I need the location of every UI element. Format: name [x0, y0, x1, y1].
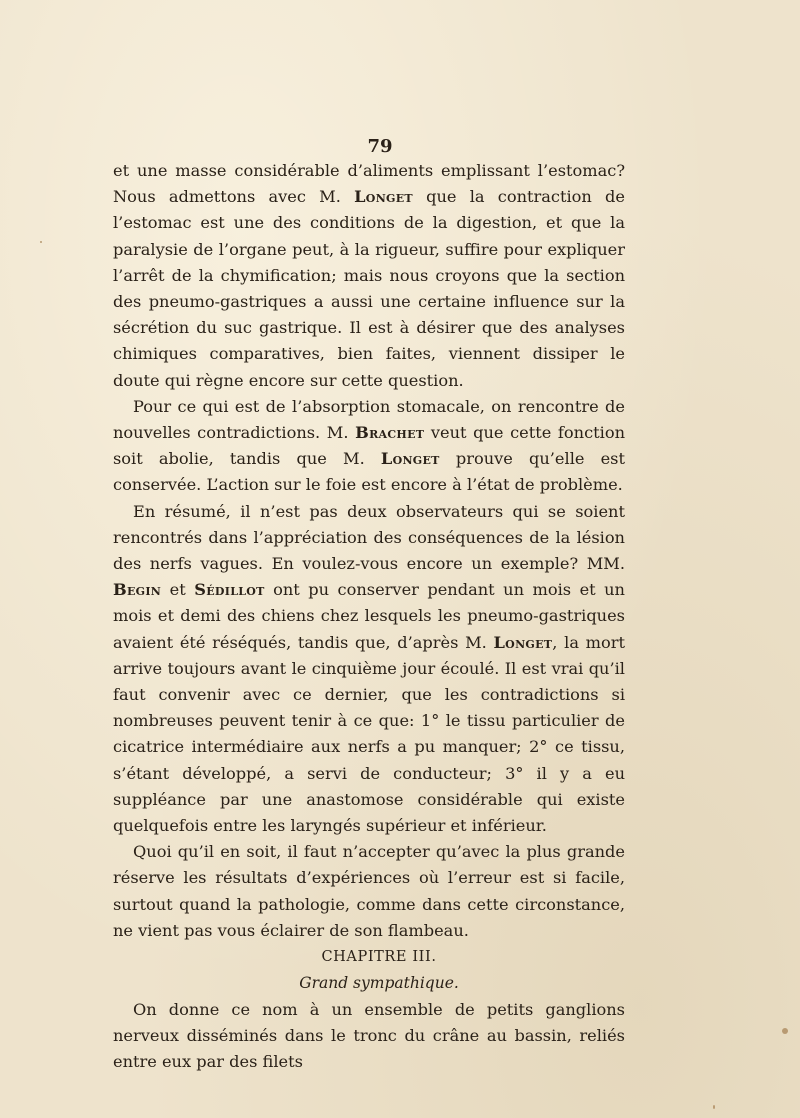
author-name: Brachet [355, 423, 425, 443]
author-name: Longet [354, 187, 413, 207]
page-number: 79 [367, 136, 393, 157]
text-run: ont pu conserver pendant un mois et un mois et demi des chiens chez lesquels les pneumo-gastriques avaient été réséqués, tandis que, d’après M. [113, 580, 625, 652]
paper-speck [40, 241, 42, 243]
text-run: et [161, 580, 195, 600]
paper-speck [782, 1028, 788, 1034]
paper-speck [713, 1105, 715, 1109]
author-name: Longet [380, 449, 440, 469]
paragraph-1 [113, 158, 625, 394]
body-text [113, 158, 625, 1075]
text-run: et une masse considérable d’aliments emplissant l’estomac? Nous admettons avec M. [113, 161, 625, 207]
paragraph-2 [113, 394, 625, 499]
author-name: Begin [113, 580, 162, 600]
text-run: que la contraction de l’estomac est une des conditions de la digestion, et que la paralysie de l’organe peut, à la rigueur, suffire pour expliquer l’arrêt de la chymification; mais nous croyons que la section des pneumo-gastriques a aussi une certaine influence sur la sécrétion du suc gastrique. Il est à désirer que des analyses chimiques comparatives, bien faites, viennent dissiper le doute qui règne encore sur cette question. [113, 187, 625, 390]
author-name: Sédillot [194, 580, 265, 600]
chapter-title: CHAPITRE III. [321, 949, 437, 966]
text-run: , la mort arrive toujours avant le cinquième jour écoulé. Il est vrai qu’il faut convenir avec ce dernier, que les contradictions si nombreuses peuvent tenir à ce que: 1° le tissu particulier de cicatrice intermédiaire aux nerfs a pu manquer; 2° ce tissu, s’étant développé, a servi de conducteur; 3° il y a eu suppléance par une anastomose considérable qui existe quelquefois entre les laryngés supérieur et inférieur. [113, 632, 625, 836]
text-run: Pour ce qui est de l’absorption stomacale, on rencontre de nouvelles contradictions. M. [113, 396, 625, 443]
text-run: En résumé, il n’est pas deux observateurs qui se soient rencontrés dans l’appréciation des conséquences de la lésion des nerfs vagues. En voulez-vous encore un exemple? MM. [113, 501, 625, 574]
text-run: veut que cette fonction soit abolie, tandis que M. [113, 423, 626, 469]
text-run: prouve qu’elle est conservée. L’action sur le foie est encore à l’état de problème. [113, 449, 625, 495]
paragraph-4: Quoi qu’il en soit, il faut n’accepter qu’avec la plus grande réserve les résultats d’expériences où l’erreur est si facile, surtout quand la pathologie, comme dans cette circonstance, ne vient pas vous éclairer de son flambeau. [113, 842, 625, 940]
paragraph-5: On donne ce nom à un ensemble de petits ganglions nerveux disséminés dans le tronc du crâne au bassin, reliés entre eux par des filets [113, 999, 625, 1071]
chapter-subtitle: Grand sympathique. [299, 974, 459, 993]
author-name: Longet [493, 632, 553, 652]
paragraph-3 [113, 499, 625, 840]
